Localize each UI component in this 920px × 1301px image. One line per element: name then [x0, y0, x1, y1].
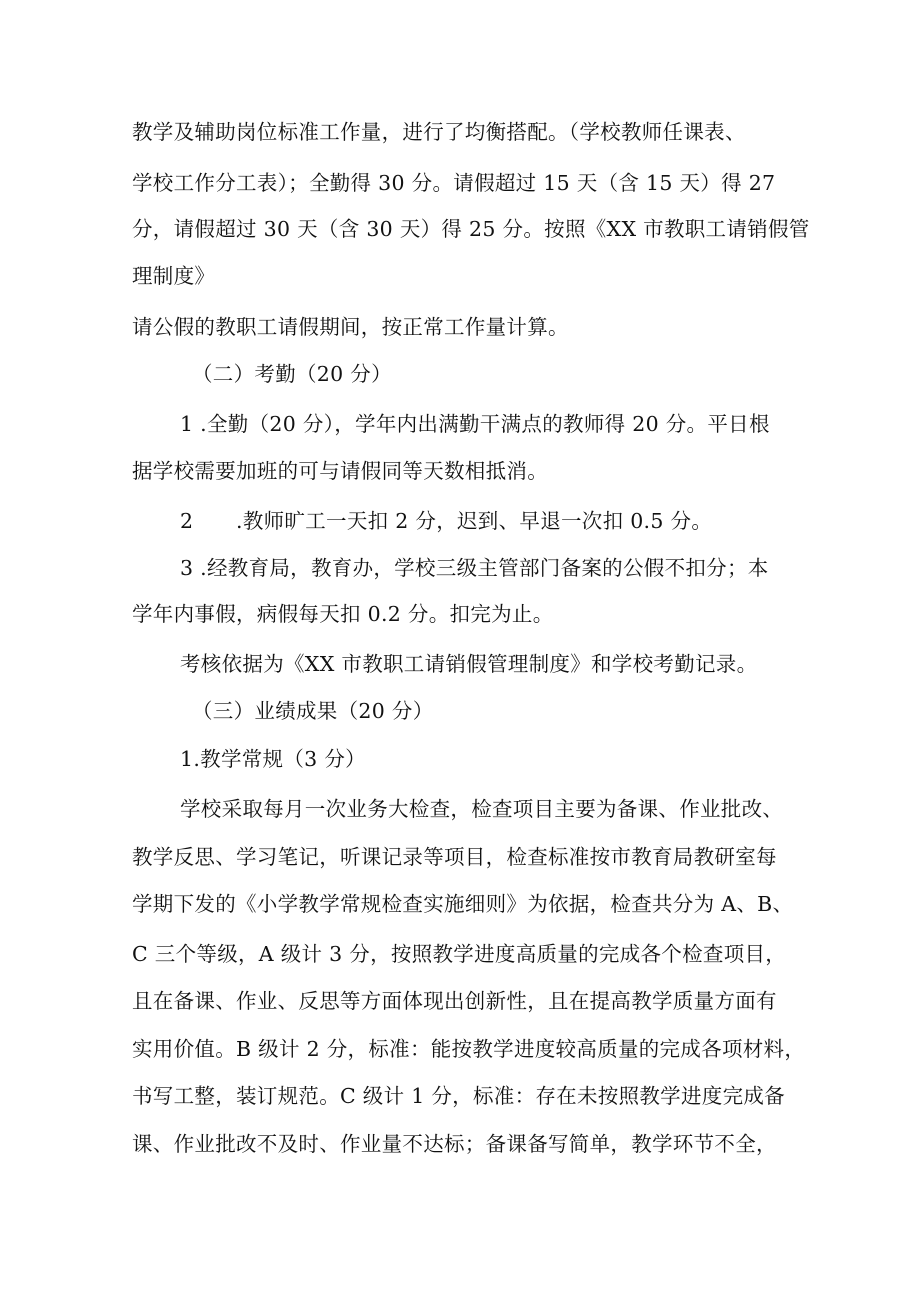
paragraph-line: 学校采取每月一次业务大检查，检查项目主要为备课、作业批改、 [180, 797, 784, 821]
paragraph-line: 且在备课、作业、反思等方面体现出创新性，且在提高教学质量方面有 [132, 989, 777, 1013]
subsection-heading: 1.教学常规（3 分） [180, 747, 366, 771]
list-text: .教师旷工一天扣 2 分，迟到、早退一次扣 0.5 分。 [236, 509, 713, 533]
paragraph-line: C 三个等级，A 级计 3 分，按照教学进度高质量的完成各个检查项目， [132, 942, 787, 966]
paragraph-line: 实用价值。B 级计 2 分，标准：能按教学进度较高质量的完成各项材料， [132, 1037, 806, 1061]
paragraph-line: 教学及辅助岗位标准工作量，进行了均衡搭配。（学校教师任课表、 [132, 120, 746, 144]
paragraph-line: 分，请假超过 30 天（含 30 天）得 25 分。按照《XX 市教职工请销假管 [132, 217, 810, 241]
paragraph-line: 考核依据为《XX 市教职工请销假管理制度》和学校考勤记录。 [180, 652, 758, 676]
paragraph-line: 学年内事假，病假每天扣 0.2 分。扣完为止。 [132, 602, 554, 626]
paragraph-line: 教学反思、学习笔记，听课记录等项目，检查标准按市教育局教研室每 [132, 845, 777, 869]
list-item-2 [180, 507, 712, 535]
paragraph-line: 课、作业批改不及时、作业量不达标；备课备写简单，教学环节不全， [132, 1132, 777, 1156]
paragraph-line: 据学校需要加班的可与请假同等天数相抵消。 [132, 459, 548, 483]
section-heading-achievements: （三）业绩成果（20 分） [192, 699, 434, 723]
paragraph-line: 3 .经教育局，教育办，学校三级主管部门备案的公假不扣分；本 [180, 556, 769, 580]
section-heading-attendance: （二）考勤（20 分） [192, 362, 392, 386]
paragraph-line: 学期下发的《小学教学常规检查实施细则》为依据，检查共分为 A、B、 [132, 892, 794, 916]
paragraph-line: 请公假的教职工请假期间，按正常工作量计算。 [132, 315, 569, 339]
list-number: 2 [180, 509, 194, 533]
paragraph-line: 1 .全勤（20 分），学年内出满勤干满点的教师得 20 分。平日根 [180, 412, 770, 436]
paragraph-line: 书写工整，装订规范。C 级计 1 分，标准：存在未按照教学进度完成备 [132, 1084, 785, 1108]
paragraph-line: 理制度》 [132, 264, 216, 288]
paragraph-line: 学校工作分工表）；全勤得 30 分。请假超过 15 天（含 15 天）得 27 [132, 171, 776, 195]
